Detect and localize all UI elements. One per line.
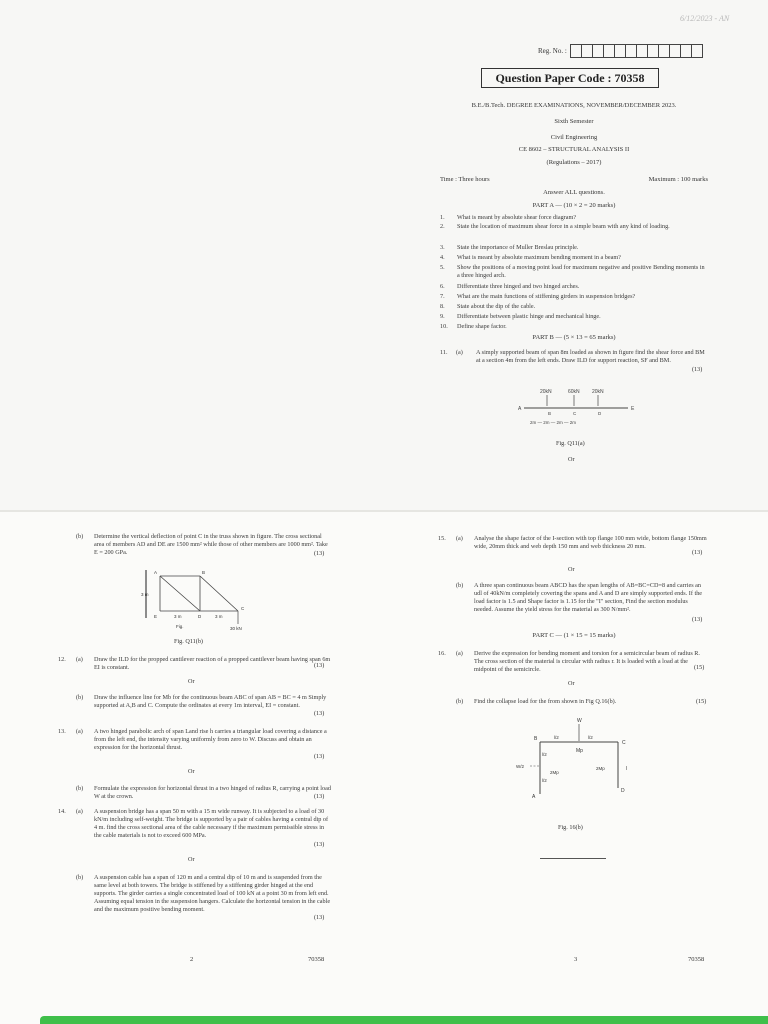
q13-or: Or: [188, 768, 195, 775]
part-a-question-text: State the location of maximum shear force in a simple beam with any kind of loading.: [457, 223, 670, 230]
part-a-question-number: 6.: [440, 283, 445, 290]
reg-number-boxes: [571, 44, 703, 58]
q12b-sub: (b): [76, 694, 84, 701]
fig-q16b-portal-frame: [510, 710, 640, 806]
q15a-text: Analyse the shape factor of the I-section with top flange 100 mm wide, bottom flange 150mm wide, 20mm thick and web depth 150 mm and web thickness 20 mm.: [474, 535, 707, 550]
fig-q11b-truss-diagram: [140, 566, 260, 636]
frame-support-A: A: [532, 794, 536, 800]
reg-number-field: [538, 44, 703, 58]
part-a-title: PART A — (10 × 2 = 20 marks): [532, 202, 616, 209]
branch: Civil Engineering: [550, 134, 598, 141]
frame-load-W-half: W/2: [516, 764, 525, 769]
part-a-question-text: What are the main functions of stiffening girders in suspension bridges?: [457, 293, 636, 300]
q13-number: 13.: [58, 728, 66, 735]
fig-q11b-caption: Fig. Q11(b): [174, 638, 203, 645]
q14b-sub: (b): [76, 874, 84, 881]
q16b-marks: (15): [696, 698, 707, 705]
point-A: A: [518, 406, 522, 412]
truss-fig-label: Fig.: [176, 624, 184, 629]
load-label-1: 20kN: [540, 389, 552, 395]
page-number-left: 2: [190, 956, 194, 963]
end-of-paper-line: [540, 858, 606, 859]
q14-number: 14.: [58, 808, 66, 815]
part-a-question-text: What is meant by absolute maximum bending moment in a beam?: [457, 254, 621, 261]
semester: Sixth Semester: [554, 118, 594, 125]
q12a-marks: (13): [314, 662, 325, 669]
q12b-marks: (13): [314, 710, 325, 717]
maximum-marks: Maximum : 100 marks: [648, 176, 708, 183]
q15b-sub: (b): [456, 582, 464, 589]
truss-node-A: A: [154, 570, 158, 575]
handwritten-date-note: 6/12/2023 - AN: [680, 14, 730, 23]
q12-number: 12.: [58, 656, 66, 663]
frame-col-dim-upper: l/2: [542, 752, 547, 757]
time-marks-row: [440, 176, 708, 183]
frame-support-D: D: [621, 788, 625, 794]
point-C: C: [573, 411, 577, 416]
frame-dim-half-2: l/2: [588, 735, 593, 740]
part-a-question-text: Show the positions of a moving point load for maximum negative and positive Bending moments in a three hinged arch.: [457, 264, 705, 279]
paper-code-left: 70358: [308, 956, 325, 963]
reg-number-label: Reg. No. :: [538, 47, 567, 55]
frame-col-2Mp-right: 2Mp: [596, 766, 605, 771]
truss-load-label: 30 kN: [230, 626, 242, 631]
part-a-question-number: 10.: [440, 323, 448, 330]
point-D: D: [598, 411, 602, 416]
q16b-text: Find the collapse load for the from shown in Fig Q.16(b).: [474, 698, 617, 705]
q11a-text: A simply supported beam of span 8m loaded as shown in figure find the shear force and BM at a section 4m from the left ends. Draw ILD for support reaction, SF and BM.: [476, 349, 705, 364]
span-dimensions: 2m — 2m — 2m — 2m: [530, 420, 577, 425]
q13a-sub: (a): [76, 728, 83, 735]
part-a-question-number: 8.: [440, 303, 445, 310]
q12a-sub: (a): [76, 656, 83, 663]
truss-height-dim: 3 m: [141, 592, 149, 597]
frame-joint-B: B: [534, 736, 538, 742]
q14b-marks: (13): [314, 914, 325, 921]
q15-number: 15.: [438, 535, 446, 542]
q16a-sub: (a): [456, 650, 463, 657]
part-a-question-text: State about the dip of the cable.: [457, 303, 536, 310]
q13b-marks: (13): [314, 793, 325, 800]
q16a-text: Derive the expression for bending moment and torsion for a semicircular beam of radius R. The cross section of the material is circular with radius r. It is loaded with a load at the midpoint of the semicircle.: [474, 650, 700, 673]
fig-q11a-caption: Fig. Q11(a): [556, 440, 585, 447]
fig-q16b-caption: Fig. 16(b): [558, 824, 583, 831]
page-number-right: 3: [574, 956, 578, 963]
q14a-sub: (a): [76, 808, 83, 815]
q14a-marks: (13): [314, 841, 325, 848]
part-a-question-number: 5.: [440, 264, 445, 271]
q13b-sub: (b): [76, 785, 84, 792]
frame-dim-half-1: l/2: [554, 735, 559, 740]
q15-or: Or: [568, 566, 575, 573]
exam-title: B.E./B.Tech. DEGREE EXAMINATIONS, NOVEMBER/DECEMBER 2023.: [471, 102, 677, 109]
part-a-question-text: Define shape factor.: [457, 323, 507, 330]
q16a-marks: (15): [694, 664, 705, 671]
frame-col-dim-lower: l/2: [542, 778, 547, 783]
part-a-question-number: 7.: [440, 293, 445, 300]
q12a-text: Draw the ILD for the propped cantilever reaction of a propped cantilever beam having span 6m EI is constant.: [94, 656, 331, 671]
part-a-question-text: State the importance of Muller Breslau principle.: [457, 244, 579, 251]
load-label-2: 60kN: [568, 389, 580, 395]
q11-or: Or: [568, 456, 575, 463]
fig-q11a-beam-diagram: [510, 384, 640, 432]
frame-load-W: W: [577, 718, 582, 724]
truss-span-dim-2: 3 m: [215, 614, 223, 619]
point-B: B: [548, 411, 552, 416]
q11b-sub: (b): [76, 533, 84, 540]
part-a-question-number: 1.: [440, 214, 445, 221]
part-c-title: PART C — (1 × 15 = 15 marks): [532, 632, 616, 639]
q14b-text: A suspension cable has a span of 120 m and a central dip of 10 m and is suspended from the same level at both towers. The bridge is stiffened by a stiffening girder hinged at the end supports. The girder carries a single concentrated load of 100 kN at a point 30 m from left end. Assuming equal tension in the suspension hangers. Calculate the horizontal tension in the cable and the maximum positive bending moment.: [94, 874, 331, 913]
q11b-text: Determine the vertical deflection of point C in the truss shown in figure. The cross sectional area of members AD and DE are 1500 mm² while those of other members are 1000 mm². Take E = 200 GPa.: [94, 533, 328, 556]
frame-beam-Mp: Mp: [576, 748, 583, 754]
q14a-text: A suspension bridge has a span 50 m with a 15 m wide runway. It is subjected to a load of 30 kN/m including self-weight. The bridge is supported by a pair of cables having a central dip of 4 m. find the cross sectional area of the cable necessary if the maximum permissible stress in the cable materials is not to exceed 600 MPa.: [94, 808, 329, 839]
q15a-marks: (13): [692, 549, 703, 556]
part-a-question-number: 3.: [440, 244, 445, 251]
part-a-question-text: Differentiate three hinged and two hinged arches.: [457, 283, 580, 290]
point-E: E: [631, 406, 635, 412]
q13a-text: A two hinged parabolic arch of span Land rise h carries a triangular load covering a distance a from the left end, the intensity varying uniformly from zero to W. Discuss and obtain an expression for the horizontal thrust.: [94, 728, 327, 751]
paper-code-right: 70358: [688, 956, 705, 963]
truss-node-E: E: [154, 614, 158, 619]
subject: CE 8602 – STRUCTURAL ANALYSIS II: [518, 146, 630, 153]
q11-number: 11.: [440, 349, 448, 356]
q15b-text: A three span continuous beam ABCD has the span lengths of AB=BC=CD=8 and carries an udl of 40kN/m completely covering the spans and A and D are simply supported ends. If the load factor is 1.5 and Shape factor is 1.15 for the "I" section, Find the section modulus needed. Assume the yield stress for the material as 300 N/mm².: [474, 582, 703, 613]
part-a-question-number: 4.: [440, 254, 445, 261]
q13a-marks: (13): [314, 753, 325, 760]
part-a-question-number: 9.: [440, 313, 445, 320]
q14-or: Or: [188, 856, 195, 863]
truss-node-B: B: [202, 570, 206, 575]
time-allowed: Time : Three hours: [440, 176, 490, 183]
regulations: (Regulations – 2017): [546, 159, 602, 166]
truss-span-dim-1: 3 m: [174, 614, 182, 619]
q15a-sub: (a): [456, 535, 463, 542]
q15b-marks: (13): [692, 616, 703, 623]
frame-col-2Mp-left: 2Mp: [550, 770, 559, 775]
q16-or: Or: [568, 680, 575, 687]
q11b-marks: (13): [314, 550, 325, 557]
frame-joint-C: C: [622, 740, 626, 746]
q11a-sub: (a): [456, 349, 463, 356]
q13b-text: Formulate the expression for horizontal thrust in a two hinged of radius R, carrying a point load W at the crown.: [94, 785, 331, 800]
part-b-title: PART B — (5 × 13 = 65 marks): [532, 334, 616, 341]
q16-number: 16.: [438, 650, 446, 657]
question-paper-code: Question Paper Code : 70358: [481, 68, 659, 88]
frame-col-height-l: l: [626, 766, 628, 772]
q11a-marks: (13): [692, 366, 703, 373]
q16b-sub: (b): [456, 698, 464, 705]
page-divider: [0, 510, 768, 512]
truss-node-D: D: [198, 614, 202, 619]
load-label-3: 20kN: [592, 389, 604, 395]
q12b-text: Draw the influence line for Mb for the continuous beam ABC of span AB = BC = 4 m Simply supported at A,B and C. Compute the ordinates at every 1m interval, EI = constant.: [94, 694, 327, 709]
instruction: Answer ALL questions.: [543, 189, 605, 196]
part-a-question-text: Differentiate between plastic hinge and mechanical hinge.: [457, 313, 601, 320]
viewer-bottom-bar: [40, 1016, 768, 1024]
q12-or: Or: [188, 678, 195, 685]
part-a-question-text: What is meant by absolute shear force diagram?: [457, 214, 577, 221]
part-a-question-number: 2.: [440, 223, 445, 230]
truss-node-C: C: [241, 606, 245, 611]
